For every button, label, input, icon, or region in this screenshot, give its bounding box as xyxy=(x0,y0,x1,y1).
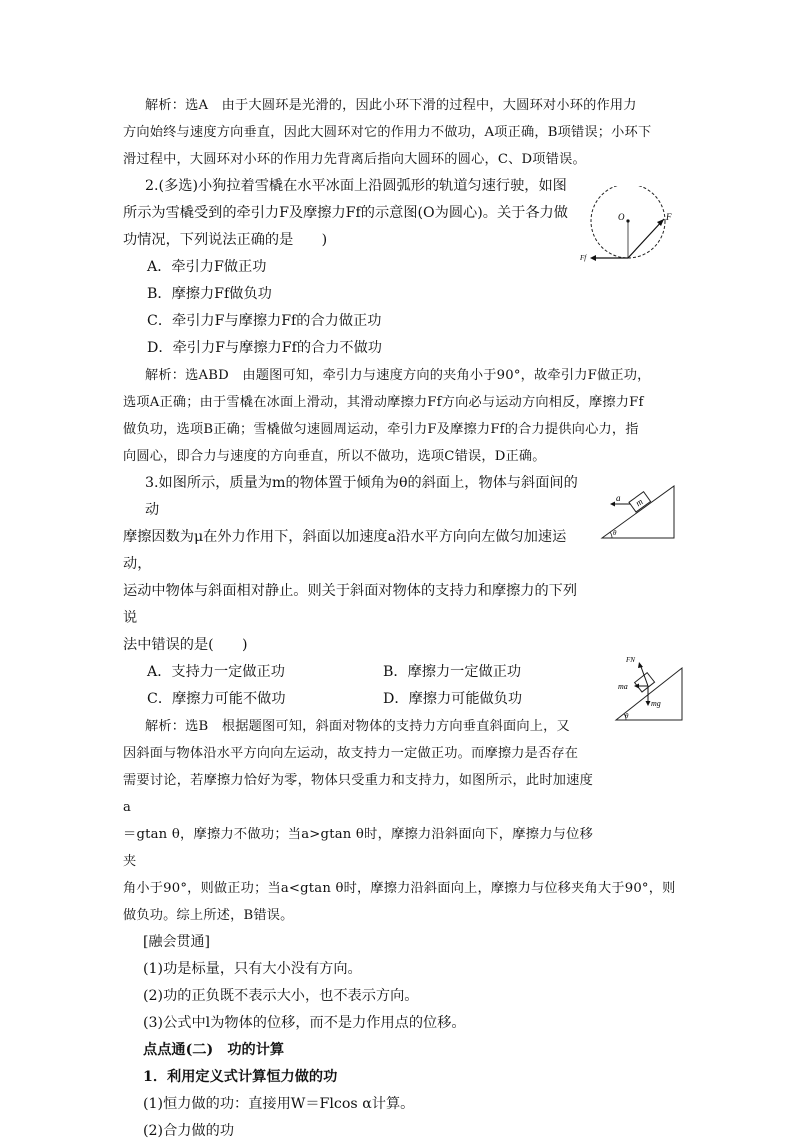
question-2-line: 2.(多选)小狗拉着雪橇在水平冰面上沿圆弧形的轨道匀速行驶，如图 xyxy=(145,178,567,194)
solution-3 xyxy=(123,713,683,929)
solution-3-line: 需要讨论，若摩擦力恰好为零，物体只受重力和支持力，如图所示，此时加速度a xyxy=(123,773,593,815)
solution-1-line: 方向始终与速度方向垂直，因此大圆环对它的作用力不做功，A项正确，B项错误；小环下 xyxy=(123,125,652,140)
solution-1 xyxy=(123,92,683,173)
question-2 xyxy=(123,173,683,362)
label-theta: θ xyxy=(613,529,617,537)
solution-3-line: 做负功。综上所述，B错误。 xyxy=(123,908,294,923)
question-2-line: 功情况，下列说法正确的是 ) xyxy=(123,232,328,248)
solution-3-line: 解析：选B 根据题图可知，斜面对物体的支持力方向垂直斜面向上，又 xyxy=(145,719,570,734)
option-c: C．牵引力F与摩擦力Ff的合力做正功 xyxy=(147,313,382,329)
summary-item: (2)功的正负既不表示大小，也不表示方向。 xyxy=(143,988,419,1004)
label-theta-2: θ xyxy=(625,712,629,720)
option-d: D．牵引力F与摩擦力Ff的合力不做功 xyxy=(147,340,382,356)
solution-1-line: 滑过程中，大圆环对小环的作用力先背离后指向大圆环的圆心，C、D项错误。 xyxy=(123,152,586,167)
option-b: B．摩擦力Ff做负功 xyxy=(147,286,272,302)
section-2-subheading: 1．利用定义式计算恒力做的功 xyxy=(143,1069,338,1085)
solution-1-line: 解析：选A 由于大圆环是光滑的，因此小环下滑的过程中，大圆环对小环的作用力 xyxy=(145,98,637,113)
option-a: A．支持力一定做正功 xyxy=(147,664,285,680)
label-mg: mg xyxy=(651,699,661,708)
label-O: O xyxy=(618,212,625,222)
summary-item: (3)公式中l为物体的位移，而不是力作用点的位移。 xyxy=(143,1015,466,1031)
label-ma: ma xyxy=(618,682,628,691)
solution-2-line: 选项A正确；由于雪橇在冰面上滑动，其滑动摩擦力Ff方向必与运动方向相反，摩擦力Ff xyxy=(123,395,644,410)
solution-2-line: 向圆心，即合力与速度的方向垂直，所以不做功，选项C错误，D正确。 xyxy=(123,449,546,464)
options-row-2 xyxy=(143,686,683,713)
label-FN: FN xyxy=(626,656,635,664)
label-F: F xyxy=(666,212,672,222)
summary-section xyxy=(143,929,683,1037)
solution-3-line: ＝gtan θ，摩擦力不做功；当a>gtan θ时，摩擦力沿斜面向下，摩擦力与位移夹 xyxy=(123,827,593,869)
label-Ff: Ff xyxy=(580,254,587,262)
option-c: C．摩擦力可能不做功 xyxy=(147,691,286,707)
question-3 xyxy=(123,470,683,713)
question-3-line: 3.如图所示，质量为m的物体置于倾角为θ的斜面上，物体与斜面间的动 xyxy=(145,475,578,518)
summary-heading: [融会贯通] xyxy=(143,934,210,950)
label-a: a xyxy=(616,493,621,503)
question-3-line: 法中错误的是( ) xyxy=(123,637,248,653)
section-2-item: (1)恒力做的功：直接用W＝Flcos α计算。 xyxy=(143,1096,415,1112)
question-3-line: 摩擦因数为μ在外力作用下，斜面以加速度a沿水平方向向左做匀加速运动， xyxy=(123,529,567,572)
option-b: B．摩擦力一定做正功 xyxy=(383,664,522,680)
question-3-line: 运动中物体与斜面相对静止。则关于斜面对物体的支持力和摩擦力的下列说 xyxy=(123,583,578,626)
option-a: A．牵引力F做正功 xyxy=(147,259,267,275)
summary-item: (1)功是标量，只有大小没有方向。 xyxy=(143,961,362,977)
section-2 xyxy=(143,1037,683,1145)
solution-2-line: 解析：选ABD 由题图可知，牵引力与速度方向的夹角小于90°，故牵引力F做正功， xyxy=(145,368,651,383)
options-row-1 xyxy=(143,659,683,686)
content-column xyxy=(123,92,683,1145)
solution-3-line: 角小于90°，则做正功；当a<gtan θ时，摩擦力沿斜面向上，摩擦力与位移夹角大于90°，则 xyxy=(123,881,676,896)
label-m: m xyxy=(633,496,645,509)
section-2-item: (2)合力做的功 xyxy=(143,1123,235,1139)
question-2-line: 所示为雪橇受到的牵引力F及摩擦力Ff的示意图(O为圆心)。关于各力做 xyxy=(123,205,568,221)
section-2-heading: 点点通(二) 功的计算 xyxy=(143,1042,285,1058)
option-d: D．摩擦力可能做负功 xyxy=(383,691,523,707)
solution-2-line: 做负功，选项B正确；雪橇做匀速圆周运动，牵引力F及摩擦力Ff的合力提供向心力，指 xyxy=(123,422,639,437)
solution-3-line: 因斜面与物体沿水平方向向左运动，故支持力一定做正功。而摩擦力是否存在 xyxy=(123,746,579,761)
solution-2 xyxy=(123,362,683,470)
